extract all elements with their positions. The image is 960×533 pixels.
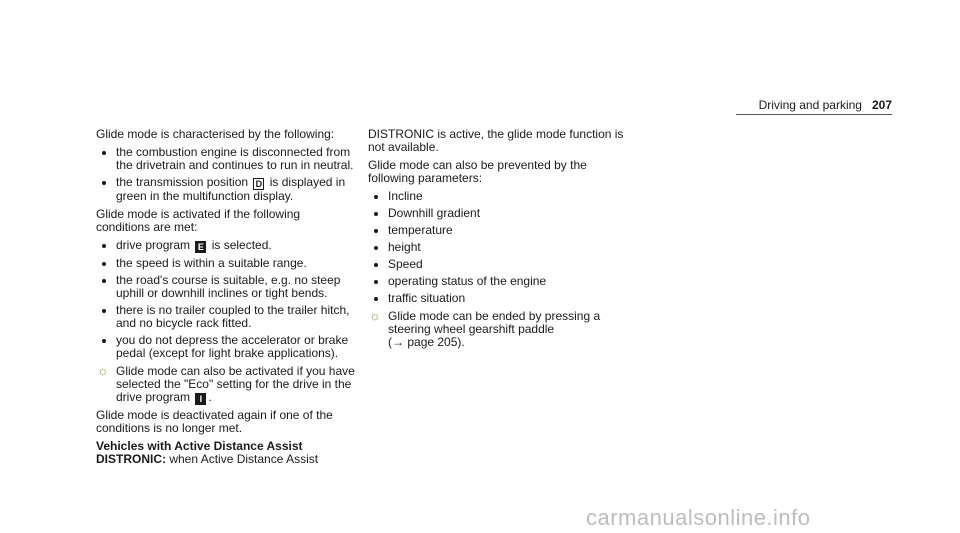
vehicles-heading: Vehicles with Active Distance Assist — [96, 439, 303, 453]
right-column — [368, 128, 628, 353]
info-icon: ☼ — [97, 363, 109, 378]
parameters-list — [368, 190, 628, 305]
paddle-note: ☼ Glide mode can be ended by pressing a steering wheel gearshift paddle (→ page 205). — [369, 308, 601, 349]
drive-program-i-symbol: I — [195, 393, 206, 405]
conditions-list — [96, 239, 356, 360]
list-item: the speed is within a suitable range. — [96, 257, 356, 270]
list-item: Downhill gradient — [368, 207, 628, 220]
distronic-text: when Active Distance Assist — [166, 452, 319, 466]
vehicles-block — [96, 440, 356, 466]
distronic-label: DISTRONIC: — [96, 452, 166, 466]
continuation-text: DISTRONIC is active, the glide mode function is not available. — [368, 127, 624, 154]
list-item: traffic situation — [368, 292, 628, 305]
header-rule — [736, 114, 892, 115]
watermark-text: carmanualsonline.info — [586, 505, 811, 530]
characteristics-list — [96, 146, 356, 203]
page-number: 207 — [871, 98, 892, 112]
list-item: Speed — [368, 258, 628, 271]
left-column — [96, 128, 356, 466]
list-item: you do not depress the accelerator or brake pedal (except for light brake applications). — [96, 334, 356, 360]
list-item: height — [368, 241, 628, 254]
section-title: Driving and parking — [758, 98, 862, 112]
list-item: drive program E is selected. — [96, 239, 356, 253]
page-reference-link[interactable]: page 205). — [407, 335, 465, 349]
transmission-d-symbol: D — [253, 178, 264, 190]
list-item: the combustion engine is disconnected from the drivetrain and continues to run in neutral. — [96, 146, 356, 172]
info-icon: ☼ — [369, 308, 381, 323]
deactivation-text: Glide mode is deactivated again if one of the conditions is no longer met. — [96, 408, 333, 435]
eco-note: ☼ Glide mode can also be activated if you have selected the "Eco" setting for the drive in the drive program I . — [97, 363, 355, 404]
drive-program-e-symbol: E — [195, 241, 206, 253]
list-item: the transmission position D is displayed in green in the multifunction display. — [96, 176, 356, 203]
activation-intro: Glide mode is activated if the following conditions are met: — [96, 207, 301, 234]
list-item: there is no trailer coupled to the trailer hitch, and no bicycle rack fitted. — [96, 304, 356, 330]
list-item: the road's course is suitable, e.g. no steep uphill or downhill inclines or tight bends. — [96, 274, 356, 300]
list-item: Incline — [368, 190, 628, 203]
intro-text: Glide mode is characterised by the following: — [96, 127, 335, 141]
list-item: operating status of the engine — [368, 275, 628, 288]
page-header — [736, 98, 892, 112]
prevent-intro: Glide mode can also be prevented by the following parameters: — [368, 158, 587, 185]
list-item: temperature — [368, 224, 628, 237]
